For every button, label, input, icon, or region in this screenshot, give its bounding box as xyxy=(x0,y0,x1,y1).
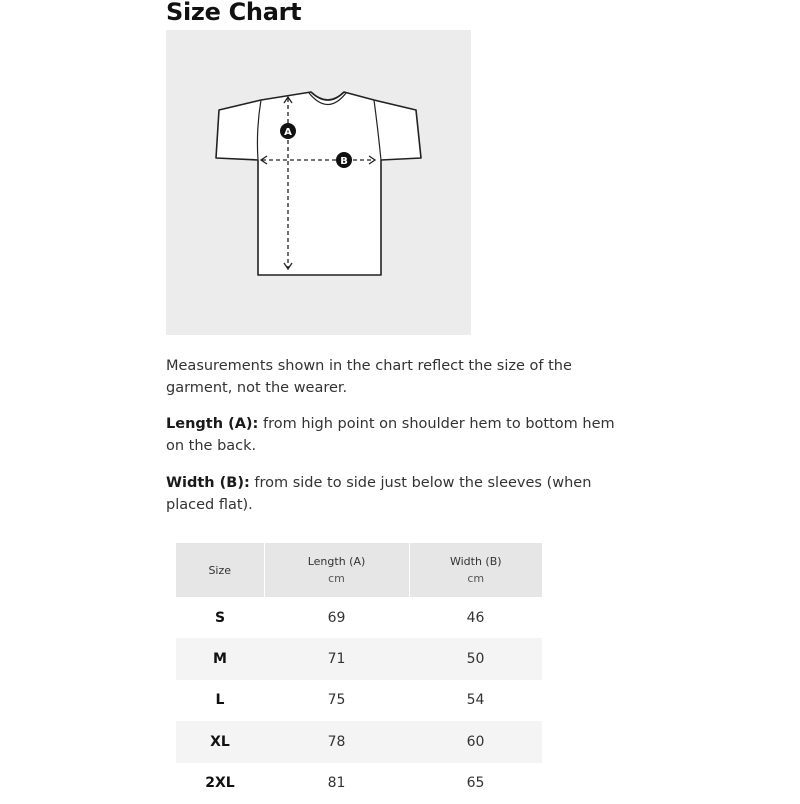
size-cell: XL xyxy=(176,721,264,762)
tshirt-outline xyxy=(216,92,421,275)
size-cell: L xyxy=(215,692,225,709)
size-cell: M xyxy=(176,638,264,679)
length-description xyxy=(166,413,636,457)
length-text: from high point on shoulder hem to bottom hem on the back. xyxy=(166,416,615,454)
header-length-unit: cm xyxy=(328,572,345,585)
table-row xyxy=(176,638,542,679)
width-label: Width (B): xyxy=(166,475,250,491)
header-width: Width (B) cm xyxy=(409,543,542,597)
length-cell: 78 xyxy=(264,721,409,762)
table-row xyxy=(176,680,542,721)
table-row xyxy=(176,763,542,804)
size-cell: S xyxy=(214,609,226,626)
length-cell: 75 xyxy=(327,692,346,709)
length-cell: 81 xyxy=(327,775,346,792)
width-text: from side to side just below the sleeves (when placed flat). xyxy=(166,475,592,513)
length-label: Length (A): xyxy=(166,416,259,432)
table-row xyxy=(176,721,542,762)
tshirt-diagram xyxy=(166,30,471,335)
width-cell: 50 xyxy=(409,638,542,679)
length-cell: 71 xyxy=(264,638,409,679)
header-width-unit: cm xyxy=(467,572,485,585)
width-cell: 60 xyxy=(409,721,542,762)
marker-a-label: A xyxy=(284,127,292,138)
size-cell: 2XL xyxy=(205,775,235,792)
width-description xyxy=(166,472,636,516)
size-table xyxy=(176,543,542,804)
table-row xyxy=(176,597,542,638)
page-title: Size Chart xyxy=(166,0,302,26)
width-cell: 65 xyxy=(466,775,485,792)
intro-text: Measurements shown in the chart reflect the size of the garment, not the wearer. xyxy=(166,358,572,396)
tshirt-illustration-icon xyxy=(166,30,471,335)
header-length: Length (A) cm xyxy=(264,543,409,597)
table-header-row xyxy=(176,543,542,597)
length-cell: 69 xyxy=(327,609,346,626)
marker-b-label: B xyxy=(340,156,348,167)
header-size: Size xyxy=(176,543,264,597)
width-cell: 54 xyxy=(466,692,485,709)
width-cell: 46 xyxy=(466,609,485,626)
